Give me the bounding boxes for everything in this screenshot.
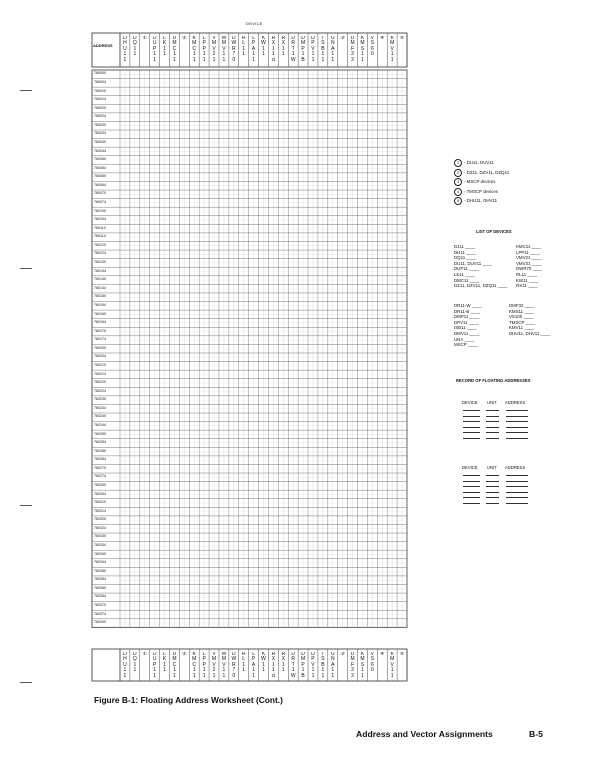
address-label: 760374	[94, 611, 106, 616]
address-label: 760224	[94, 388, 106, 393]
address-label: 760020	[94, 105, 106, 110]
record-header: DEVICE	[462, 465, 478, 470]
address-label: 760250	[94, 431, 106, 436]
legend-text: - DU11, DUV11	[464, 160, 494, 166]
address-label: 760244	[94, 422, 106, 427]
device-list-left	[454, 244, 507, 289]
record-blank-line	[463, 432, 480, 433]
address-label: 760170	[94, 328, 106, 333]
column-header: R L 1 1	[241, 36, 246, 58]
column-footer: V M V 2 1	[211, 652, 217, 679]
record-blank-line	[486, 421, 499, 422]
device-entry: RX11 ____	[516, 283, 538, 289]
column-header: K M V 1 1	[390, 36, 395, 63]
column-footer: R X 1 1	[281, 652, 286, 674]
record-blank-line	[486, 410, 499, 411]
address-label: 760134	[94, 268, 106, 273]
device-entry: TMSCP ____	[509, 319, 536, 325]
legend-item	[454, 169, 509, 177]
device-entry: VMV21 ____	[516, 255, 542, 261]
column-footer: D M P 1 B	[300, 652, 306, 679]
address-label: 760174	[94, 337, 106, 342]
address-label: 760254	[94, 440, 106, 445]
record-blank-line	[506, 481, 528, 482]
address-label: 760040	[94, 140, 106, 144]
legend-item	[454, 188, 498, 196]
address-label: 760264	[94, 457, 106, 462]
column-header: V S 6 0	[370, 36, 375, 58]
column-footer: L P P 1 1	[202, 652, 206, 679]
record-blank-line	[463, 503, 480, 504]
legend-text: - DHU11, DHV11	[464, 198, 498, 204]
address-label: 760120	[94, 242, 106, 247]
record-header: DEVICE	[462, 400, 478, 405]
address-label: 760210	[94, 362, 106, 367]
address-label: 760220	[94, 380, 106, 385]
address-label: 760350	[94, 568, 106, 573]
column-footer: D R T 1 W	[290, 652, 296, 679]
address-label: 760044	[94, 148, 106, 153]
address-label: 760070	[94, 191, 106, 196]
column-footer: K M S 1 1	[360, 652, 365, 679]
margin-mark	[20, 268, 32, 269]
column-footer: L P A 1 1	[251, 652, 256, 679]
record-blank-line	[486, 475, 499, 476]
circled-number-icon: 4	[454, 188, 462, 196]
record-blank-line	[463, 481, 480, 482]
address-label: 760344	[94, 560, 106, 565]
device-entry: KMS11 ____	[509, 308, 535, 314]
device-entry: LPP11 ____	[516, 249, 540, 255]
address-label: 760334	[94, 543, 106, 548]
record-title: RECORD OF FLOATING ADDRESSES	[456, 378, 531, 383]
legend-text: - DZ11, DZV11, DZQ11	[464, 169, 510, 175]
circled-number-icon: 3	[454, 178, 462, 186]
address-label: 760240	[94, 414, 106, 419]
record-blank-line	[506, 486, 528, 487]
address-label: 760000	[94, 71, 106, 76]
column-header: D P V 1 1	[311, 36, 315, 63]
column-footer: I S B 1 1	[321, 652, 325, 679]
column-header: L P P 1 1	[202, 36, 206, 63]
column-footer: D P V 1 1	[311, 652, 315, 679]
record-blank-line	[486, 432, 499, 433]
circled-number-icon: 5	[454, 197, 462, 205]
column-footer: D M C 1 1	[172, 652, 177, 679]
legend-text: - MSCP devices	[464, 179, 496, 185]
column-header: R X 1 1	[281, 36, 286, 58]
device-list-right	[516, 244, 542, 289]
record-blank-line	[506, 492, 528, 493]
record-blank-line	[506, 410, 528, 411]
record-blank-line	[486, 497, 499, 498]
record-blank-line	[463, 438, 480, 439]
record-blank-line	[463, 497, 480, 498]
address-column-header: ADDRESS	[93, 43, 113, 48]
address-label: 760144	[94, 285, 106, 290]
record-blank-line	[506, 475, 528, 476]
column-header: D Q 1 1	[132, 36, 137, 58]
address-label: 760310	[94, 500, 106, 505]
record-blank-line	[506, 432, 528, 433]
figure-caption: Figure B-1: Floating Address Worksheet (Cont.)	[94, 695, 283, 705]
record-blank-line	[506, 503, 528, 504]
device-entry: DWR70 ____	[516, 266, 543, 272]
column-header: ①	[142, 36, 147, 41]
address-label: 760010	[94, 88, 106, 93]
device-list-left-2	[454, 303, 482, 348]
legend-item	[454, 197, 497, 205]
column-header: L K 1 1	[162, 36, 167, 58]
record-blank-line	[463, 475, 480, 476]
record-blank-line	[463, 410, 480, 411]
device-entry: DR11-W ____	[454, 303, 482, 308]
column-footer: R L 1 1	[241, 652, 246, 674]
device-entry: MSCP ____	[454, 342, 478, 348]
column-footer: U N A 1 1	[330, 652, 335, 679]
address-label: 760270	[94, 465, 106, 470]
address-label: 760024	[94, 114, 106, 119]
record-blank-line	[486, 486, 499, 487]
address-label: 760324	[94, 525, 106, 530]
address-label: 760200	[94, 345, 106, 350]
device-entry: DMV11 ____	[454, 330, 480, 336]
device-entry: DU11, DUV11 ____	[454, 260, 493, 266]
address-label: 760054	[94, 165, 106, 170]
device-entry: DH11 ____	[454, 249, 476, 255]
device-entry: DPV11 ____	[454, 319, 479, 325]
address-label: 760260	[94, 448, 106, 453]
record-header: UNIT	[487, 400, 497, 405]
column-header: D M P 1 B	[300, 36, 306, 63]
device-entry: DMP11 ____	[454, 314, 480, 320]
legend-text: - TMSCP devices	[464, 188, 498, 194]
record-blank-line	[486, 427, 499, 428]
column-footer: ⑤	[399, 652, 405, 657]
column-footer: D U P 1 1	[152, 652, 157, 679]
circled-number-icon: 2	[454, 169, 462, 177]
address-label: 760130	[94, 260, 106, 265]
device-entry: UNA ____	[454, 336, 475, 342]
column-header: ②	[182, 36, 187, 41]
record-blank-line	[463, 492, 480, 493]
address-label: 760304	[94, 491, 106, 496]
column-header: ③	[340, 36, 345, 41]
column-footer: ③	[340, 652, 345, 657]
address-label: 760124	[94, 251, 106, 256]
column-header: U N A 1 1	[330, 36, 335, 63]
device-entry: DR11-B ____	[454, 308, 481, 314]
address-label: 760230	[94, 397, 106, 402]
column-header: ④	[380, 36, 385, 41]
address-label: 760110	[94, 225, 106, 230]
address-label: 760140	[94, 277, 106, 282]
column-header: K M C 1 1	[192, 36, 197, 63]
device-entry: DHU11, DHV11 ____	[509, 330, 551, 336]
section-title: Address and Vector Assignments	[356, 729, 493, 739]
column-header: D M F 3 2	[350, 36, 355, 63]
address-label: 760150	[94, 294, 106, 299]
column-footer: ①	[142, 652, 147, 657]
device-title: DEVICE	[246, 21, 263, 26]
record-header: ADDRESS	[505, 465, 526, 470]
device-entry: DMF32 ____	[509, 303, 535, 308]
address-label: 760214	[94, 371, 106, 376]
margin-mark	[20, 505, 32, 506]
legend-item	[454, 178, 495, 186]
record-blank-line	[463, 421, 480, 422]
address-label: 760320	[94, 517, 106, 522]
legend-item	[454, 159, 494, 167]
column-header: D R T 1 W	[290, 36, 296, 63]
address-label: 760114	[94, 234, 106, 239]
record-header: ADDRESS	[505, 400, 526, 405]
address-label: 760274	[94, 474, 106, 479]
address-label: 760064	[94, 182, 106, 187]
address-label: 760104	[94, 217, 106, 222]
circled-number-icon: 1	[454, 159, 462, 167]
device-entry: DQ11 ____	[454, 255, 477, 261]
column-header: D M C 1 1	[172, 36, 177, 63]
address-label: 760034	[94, 131, 106, 136]
column-header: D H U 1 1	[123, 36, 127, 63]
device-entry: DJ11 ____	[454, 244, 475, 249]
column-header: ⑤	[399, 36, 405, 41]
device-entry: VS100 ____	[509, 314, 534, 320]
column-footer: R X 1 1 d	[271, 652, 276, 679]
device-entry: VMV31 ____	[516, 260, 542, 266]
address-label: 760164	[94, 320, 106, 325]
device-entry: KMV11 ____	[509, 325, 535, 331]
record-blank-line	[486, 492, 499, 493]
address-label: 760160	[94, 311, 106, 316]
column-footer: D W R 7 0	[231, 652, 237, 679]
record-blank-line	[486, 438, 499, 439]
column-header: K W 1 1	[261, 36, 266, 58]
address-label: 760100	[94, 208, 106, 213]
address-label: 760354	[94, 577, 106, 582]
address-label: 760360	[94, 585, 106, 590]
column-header: D U P 1 1	[152, 36, 157, 63]
address-label: 760330	[94, 534, 106, 539]
address-label: 760014	[94, 97, 106, 102]
device-entry: DMC11 ____	[454, 277, 480, 283]
list-of-devices-title: LIST OF DEVICES	[476, 229, 512, 234]
device-entry: ISB11 ____	[454, 325, 477, 331]
address-label: 760050	[94, 157, 106, 162]
column-footer: K M V 1 1	[390, 652, 395, 679]
address-label: 760314	[94, 508, 106, 513]
record-blank-line	[506, 416, 528, 417]
column-header: K M S 1 1	[360, 36, 365, 63]
device-entry: KMC11 ____	[516, 244, 542, 249]
record-blank-line	[486, 503, 499, 504]
record-blank-line	[506, 427, 528, 428]
page-number: B-5	[529, 729, 543, 739]
column-header: M M V 1 1	[221, 36, 226, 63]
record-blank-line	[506, 421, 528, 422]
record-header: UNIT	[487, 465, 497, 470]
address-label: 760300	[94, 483, 106, 487]
address-label: 760234	[94, 405, 106, 410]
column-header: L P A 1 1	[251, 36, 256, 63]
device-entry: LK11 ____	[454, 271, 475, 277]
address-label: 760364	[94, 594, 106, 599]
record-blank-line	[486, 481, 499, 482]
column-footer: D M F 3 2	[350, 652, 355, 679]
column-header: V M V 2 1	[211, 36, 217, 63]
address-label: 760340	[94, 551, 106, 556]
address-label: 760030	[94, 122, 106, 127]
address-label: 760004	[94, 79, 106, 84]
column-footer: ②	[182, 652, 187, 657]
address-label: 760154	[94, 302, 106, 307]
column-footer: V S 6 0	[370, 652, 375, 674]
column-footer: D Q 1 1	[132, 652, 137, 674]
record-blank-line	[463, 416, 480, 417]
column-footer: ④	[380, 652, 385, 657]
record-blank-line	[486, 416, 499, 417]
address-label: 760060	[94, 174, 106, 179]
record-blank-line	[506, 438, 528, 439]
record-blank-line	[463, 427, 480, 428]
column-header: D W R 7 0	[231, 36, 237, 63]
address-label: 760074	[94, 200, 106, 205]
record-blank-line	[463, 486, 480, 487]
device-list-right-2	[509, 303, 550, 337]
column-header: I S B 1 1	[321, 36, 325, 63]
address-label: 760370	[94, 603, 106, 608]
device-entry: RL11 ____	[516, 271, 538, 277]
column-header: R X 1 1 d	[271, 36, 276, 63]
column-footer: M M V 1 1	[221, 652, 226, 679]
device-entry: DUP11 ____	[454, 266, 479, 272]
address-label: 760400	[94, 620, 106, 625]
record-blank-line	[506, 497, 528, 498]
column-footer: L K 1 1	[162, 652, 167, 674]
device-entry: DZ11, DZV11, DZQ11 ____	[454, 283, 508, 289]
margin-mark	[20, 682, 32, 683]
column-footer: D H U 1 1	[123, 652, 127, 679]
column-footer: K W 1 1	[261, 652, 266, 674]
column-footer: K M C 1 1	[192, 652, 197, 679]
margin-mark	[20, 90, 32, 91]
device-entry: KW11 ____	[516, 277, 539, 283]
address-label: 760204	[94, 354, 106, 359]
